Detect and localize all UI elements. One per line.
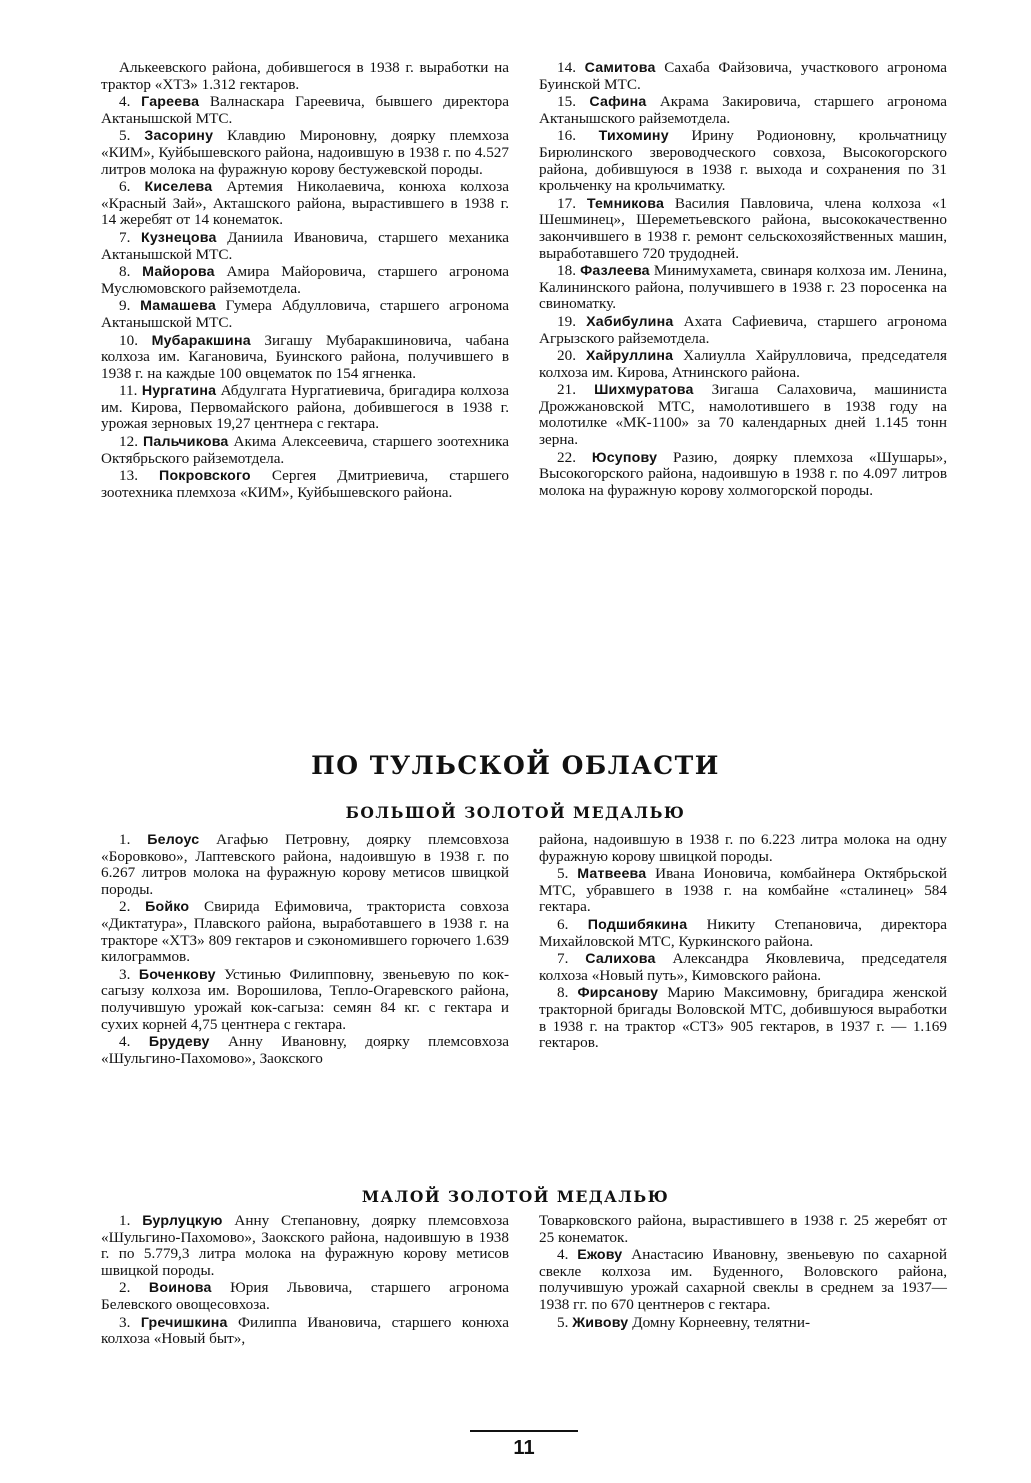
entry-number: 16. [557, 127, 576, 145]
awardee-name: Живову [572, 1314, 629, 1331]
award-entry [539, 1315, 947, 1332]
awardee-name: Нургатина [141, 383, 217, 400]
entry-number: 4. [557, 1246, 569, 1264]
awardee-name: Ежову [577, 1247, 623, 1264]
awardee-name: Сафина [589, 94, 647, 111]
entry-text: Даниила Ивановича, старшего механика Актанышской МТС. [101, 228, 510, 263]
awardee-name: Майорова [142, 264, 215, 281]
entry-number: 5. [119, 127, 131, 145]
award-entry [539, 348, 947, 381]
award-entry [539, 450, 947, 500]
entry-text: Минимухамета, свинаря колхоза им. Ленина, Калининского района, получившего в 1938 г. 23 поросенка на свиноматку. [539, 262, 948, 313]
awardee-name: Матвеева [577, 866, 647, 883]
entry-text: Анну Ивановну, доярку племсовхоза «Шульгино-Пахомово», Заокского [101, 1033, 510, 1067]
entry-number: 6. [557, 915, 569, 933]
awardee-name: Воинова [148, 1280, 212, 1297]
entry-text: Разию, доярку племхоза «Шушары», Высокогорского района, надоившую в 1938 г. по 4.097 литров молока на фуражную корову холмогорской породы. [539, 448, 947, 499]
entry-text: Зигашу Мубаракшиновича, чабана колхоза им. Кагановича, Буинского района, получившего в 1938 г. на каждые 100 овцематок по 154 ягненка. [101, 331, 510, 382]
awardee-name: Киселева [144, 179, 213, 196]
awardee-name: Брудеву [148, 1034, 210, 1051]
awardee-name: Гареева [141, 94, 200, 111]
entry-number: 19. [557, 312, 576, 330]
awardee-name: Тихомину [598, 128, 669, 145]
award-entry [539, 196, 947, 262]
entry-number: 21. [557, 381, 576, 399]
entry-number: 11. [119, 382, 138, 400]
entry-number: 2. [119, 898, 131, 916]
entry-number: 18. [557, 262, 576, 280]
entry-number: 5. [557, 865, 569, 883]
entry-text: Ирину Родионовну, крольчатницу Бирюлинского звероводческого совхоза, Высокогорского района, добившуюся в 1938 г. выхода и сохранения по 31 крольченку на крольчиматку. [539, 127, 948, 195]
award-entry [101, 967, 509, 1033]
award-entry [539, 60, 947, 93]
entry-text: Анастасию Ивановну, звеньевую по сахарной свекле колхоза им. Буденного, Воловского района, получившую урожай сахарной свеклы в среднем за 1937—1938 гг. по 670 центнеров с гектара. [539, 1246, 947, 1313]
entry-number: 3. [119, 1313, 131, 1331]
awardee-name: Мубаракшина [151, 332, 251, 349]
award-entry [101, 1280, 509, 1313]
awardee-name: Мамашева [140, 298, 216, 315]
entry-text: Абдулгата Нургатиевича, бригадира колхоза им. Кирова, Первомайского района, добившегося в 1938 г. урожая зерновых 19,27 центнера с гектара. [101, 382, 510, 433]
awardee-name: Бойко [145, 899, 190, 916]
entry-text: Агафью Петровну, доярку племсовхоза «Боровково», Лаптевского района, надоившую в 1938 г. по 6.267 литров молока на фуражную корову метисов швицкой породы. [101, 831, 509, 898]
entry-text: Алькеевского района, добившегося в 1938 г. выработки на трактор «ХТЗ» 1.312 гектаров. [101, 59, 509, 93]
entry-text: Ивана Ионовича, комбайнера Октябрьской МТС, убравшего в 1938 г. на комбайне «сталинец» 584 гектара. [539, 865, 948, 916]
award-entry [539, 314, 947, 347]
award-entry [101, 1034, 509, 1067]
awardee-name: Фирсанову [577, 985, 659, 1002]
entry-number: 3. [119, 965, 131, 983]
awardee-name: Шихмуратова [594, 382, 694, 399]
entry-text: района, надоившую в 1938 г. по 6.223 литра молока на одну фуражную корову швицкой породы. [539, 831, 947, 865]
award-entry [101, 383, 509, 433]
small-gold-medal-heading: МАЛОЙ ЗОЛОТОЙ МЕДАЛЬЮ [361, 1187, 670, 1206]
entry-text: Никиту Степановича, директора Михайловской МТС, Куркинского района. [539, 915, 947, 950]
award-entry [101, 60, 509, 93]
award-entry [101, 333, 509, 383]
entry-text: Халиулла Хайрулловича, председателя колхоза им. Кирова, Атнинского района. [539, 347, 947, 381]
award-entry [539, 951, 947, 984]
awardee-name: Подшибякина [587, 916, 688, 933]
column-small-medal-left [101, 1213, 509, 1349]
column-top-right [539, 60, 947, 500]
entry-text: Василия Павловича, члена колхоза «1 Шешминец», Шереметьевского района, высококачественно закончившего в 1938 г. ремонт сельскохозяйственных машин, выработавшего 720 трудодней. [539, 194, 948, 262]
entry-text: Товарковского района, вырастившего в 1938 г. 25 жеребят от 25 конематок. [539, 1212, 947, 1246]
entry-number: 15. [557, 93, 576, 111]
entry-number: 5. [557, 1313, 569, 1331]
entry-text: Сергея Дмитриевича, старшего зоотехника племхоза «КИМ», Куйбышевского района. [101, 467, 509, 501]
award-entry [101, 899, 509, 965]
entry-text: Ахата Сафиевича, старшего агронома Агрызского райземотдела. [539, 312, 947, 347]
entry-number: 9. [119, 297, 131, 315]
awardee-name: Покровского [159, 468, 251, 485]
awardee-name: Боченкову [138, 966, 216, 983]
entry-number: 1. [119, 831, 131, 848]
awardee-name: Кузнецова [141, 229, 217, 246]
entry-number: 10. [119, 331, 138, 349]
region-heading: ПО ТУЛЬСКОЙ ОБЛАСТИ [311, 751, 720, 780]
awardee-name: Хабибулина [586, 313, 674, 330]
entry-text: Домну Корнеевну, телятни- [628, 1313, 811, 1331]
entry-text: Гумера Абдулловича, старшего агронома Актанышской МТС. [101, 297, 510, 331]
awardee-name: Засорину [144, 128, 214, 145]
entry-text: Артемия Николаевича, конюха колхоза «Красный Зай», Акташского района, вырастившего в 1938 г. 14 жеребят от 14 конематок. [101, 178, 509, 229]
entry-number: 8. [557, 984, 569, 1002]
entry-text: Марию Максимовну, бригадира женской тракторной бригады Воловской МТС, добившуюся выработки в 1938 г. на трактор «СТЗ» 905 гектаров, в 1937 г. — 1.169 гектаров. [539, 984, 948, 1052]
entry-text: Свирида Ефимовича, тракториста совхоза «Диктатура», Плавского района, выработавшего в 1938 г. на тракторе «ХТЗ» 809 гектаров и сэкономившего горючего 1.639 килограммов. [101, 898, 509, 966]
column-top-left [101, 60, 509, 502]
entry-text: Анну Степановну, доярку племсовхоза «Шульгино-Пахомово», Заокского района, надоившую в 1938 г. по 5.779,3 литра молока на фуражную корову метисов швицкой породы. [101, 1212, 509, 1279]
award-entry [101, 94, 509, 127]
award-entry [101, 264, 509, 297]
awardee-name: Пальчикова [142, 434, 229, 451]
award-entry [539, 1247, 947, 1313]
awardee-name: Хайруллина [585, 348, 674, 365]
entry-number: 2. [119, 1279, 131, 1297]
entry-text: Сахаба Файзовича, участкового агронома Буинской МТС. [539, 59, 947, 93]
entry-text: Зигаша Салаховича, машиниста Дрожжановской МТС, намолотившего в 1938 году на молотилке «МК-1100» за 70 календарных дней 1.145 тонн зерна. [539, 381, 948, 449]
entry-number: 7. [557, 950, 569, 968]
award-entry [101, 832, 509, 898]
award-entry [101, 434, 509, 467]
award-entry [101, 1315, 509, 1348]
award-entry [101, 1213, 509, 1279]
entry-number: 6. [119, 178, 131, 196]
award-entry [539, 832, 947, 865]
awardee-name: Бурлуцкую [142, 1213, 223, 1229]
entry-text: Акрама Закировича, старшего агронома Актанышского райземотдела. [539, 93, 947, 127]
entry-number: 4. [119, 1033, 131, 1051]
award-entry [101, 230, 509, 263]
award-entry [539, 94, 947, 127]
entry-text: Валнаскара Гареевича, бывшего директора Актанышской МТС. [101, 93, 509, 127]
award-entry [539, 128, 947, 194]
entry-number: 1. [119, 1212, 131, 1229]
entry-number: 7. [119, 228, 131, 246]
awardee-name: Темникова [586, 195, 665, 212]
award-entry [539, 866, 947, 916]
entry-text: Юрия Львовича, старшего агронома Белевского овощесовхоза. [101, 1279, 510, 1313]
entry-number: 8. [119, 263, 131, 281]
award-entry [101, 128, 509, 178]
page-number: 11 [513, 1437, 535, 1459]
entry-text: Акима Алексеевича, старшего зоотехника Октябрьского райземотдела. [101, 433, 509, 467]
awardee-name: Гречишкина [140, 1314, 228, 1331]
awardee-name: Белоус [147, 832, 200, 848]
column-big-medal-left [101, 832, 509, 1068]
entry-number: 20. [557, 347, 576, 365]
entry-text: Александра Яковлевича, председателя колхоза «Новый путь», Кимовского района. [539, 950, 947, 984]
entry-number: 17. [557, 194, 576, 212]
big-gold-medal-heading: БОЛЬШОЙ ЗОЛОТОЙ МЕДАЛЬЮ [345, 803, 686, 822]
entry-number: 4. [119, 93, 131, 111]
award-entry [539, 382, 947, 448]
award-entry [539, 1213, 947, 1246]
entry-number: 22. [557, 448, 576, 466]
column-big-medal-right [539, 832, 947, 1053]
award-entry [539, 263, 947, 313]
award-entry [101, 468, 509, 501]
entry-text: Клавдию Мироновну, доярку племхоза «КИМ», Куйбышевского района, надоившую в 1938 г. по 4.527 литров молока на фуражную корову бестужевской породы. [101, 127, 509, 178]
entry-text: Филиппа Ивановича, старшего конюха колхоза «Новый быт», [101, 1313, 510, 1348]
footer-rule [470, 1430, 578, 1432]
column-small-medal-right [539, 1213, 947, 1332]
award-entry [101, 298, 509, 331]
entry-number: 13. [119, 467, 138, 485]
awardee-name: Салихова [585, 951, 656, 968]
awardee-name: Юсупову [591, 449, 658, 466]
awardee-name: Самитова [584, 60, 656, 76]
entry-text: Амира Майоровича, старшего агронома Муслюмовского райземотдела. [101, 263, 509, 297]
award-entry [101, 179, 509, 229]
awardee-name: Фазлеева [580, 263, 650, 280]
entry-number: 14. [557, 59, 576, 76]
entry-number: 12. [119, 433, 138, 451]
award-entry [539, 985, 947, 1051]
entry-text: Устинью Филипповну, звеньевую по кок-сагызу колхоза им. Ворошилова, Тепло-Огаревского района, получившую урожай кок-сагыза: семян 84 кг. с гектара и сухих корней 4,75 центнера с гектара. [101, 965, 510, 1033]
award-entry [539, 917, 947, 950]
